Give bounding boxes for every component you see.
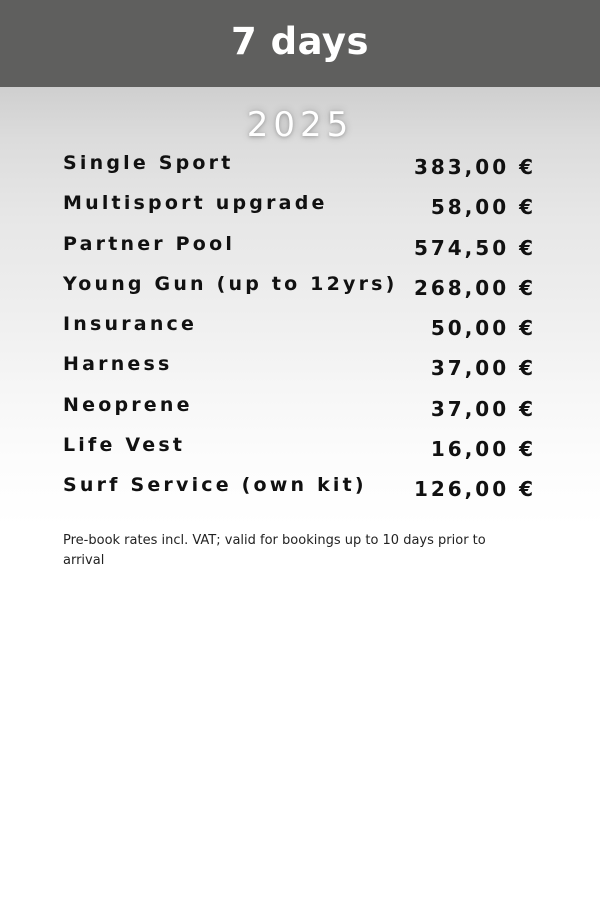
item-name: Partner Pool	[63, 232, 236, 255]
price-row-single-sport	[63, 152, 536, 192]
price-row-insurance	[63, 313, 536, 353]
item-name: Single Sport	[63, 152, 234, 174]
price-row-multisport-upgrade	[63, 192, 536, 232]
item-name: Surf Service (own kit)	[63, 474, 367, 497]
year-heading: 2025	[246, 105, 354, 145]
price-row-young-gun	[63, 273, 536, 313]
page-title: 7 days	[230, 20, 370, 63]
price-row-surf-service	[63, 474, 536, 514]
item-price: 574,50 €	[413, 235, 536, 260]
item-price: 383,00 €	[413, 155, 536, 179]
item-name: Young Gun (up to 12yrs)	[63, 272, 398, 295]
item-price: 268,00 €	[413, 275, 536, 300]
price-row-partner-pool	[63, 233, 536, 273]
item-price: 16,00 €	[430, 437, 536, 462]
item-price: 37,00 €	[430, 356, 536, 381]
item-name: Harness	[63, 353, 173, 376]
item-name: Multisport upgrade	[63, 192, 328, 215]
pricing-footnote: Pre-book rates incl. VAT; valid for bookings up to 10 days prior to arrival	[63, 533, 486, 568]
header-bar	[0, 0, 600, 87]
price-row-harness	[63, 353, 536, 393]
item-name: Neoprene	[63, 393, 193, 416]
price-list	[63, 152, 536, 515]
item-price: 50,00 €	[430, 316, 536, 341]
item-name: Insurance	[63, 313, 198, 336]
item-price: 37,00 €	[430, 396, 536, 421]
price-row-neoprene	[63, 394, 536, 434]
item-name: Life Vest	[63, 434, 186, 457]
item-price: 58,00 €	[430, 195, 536, 220]
price-row-life-vest	[63, 434, 536, 474]
item-price: 126,00 €	[413, 477, 536, 502]
